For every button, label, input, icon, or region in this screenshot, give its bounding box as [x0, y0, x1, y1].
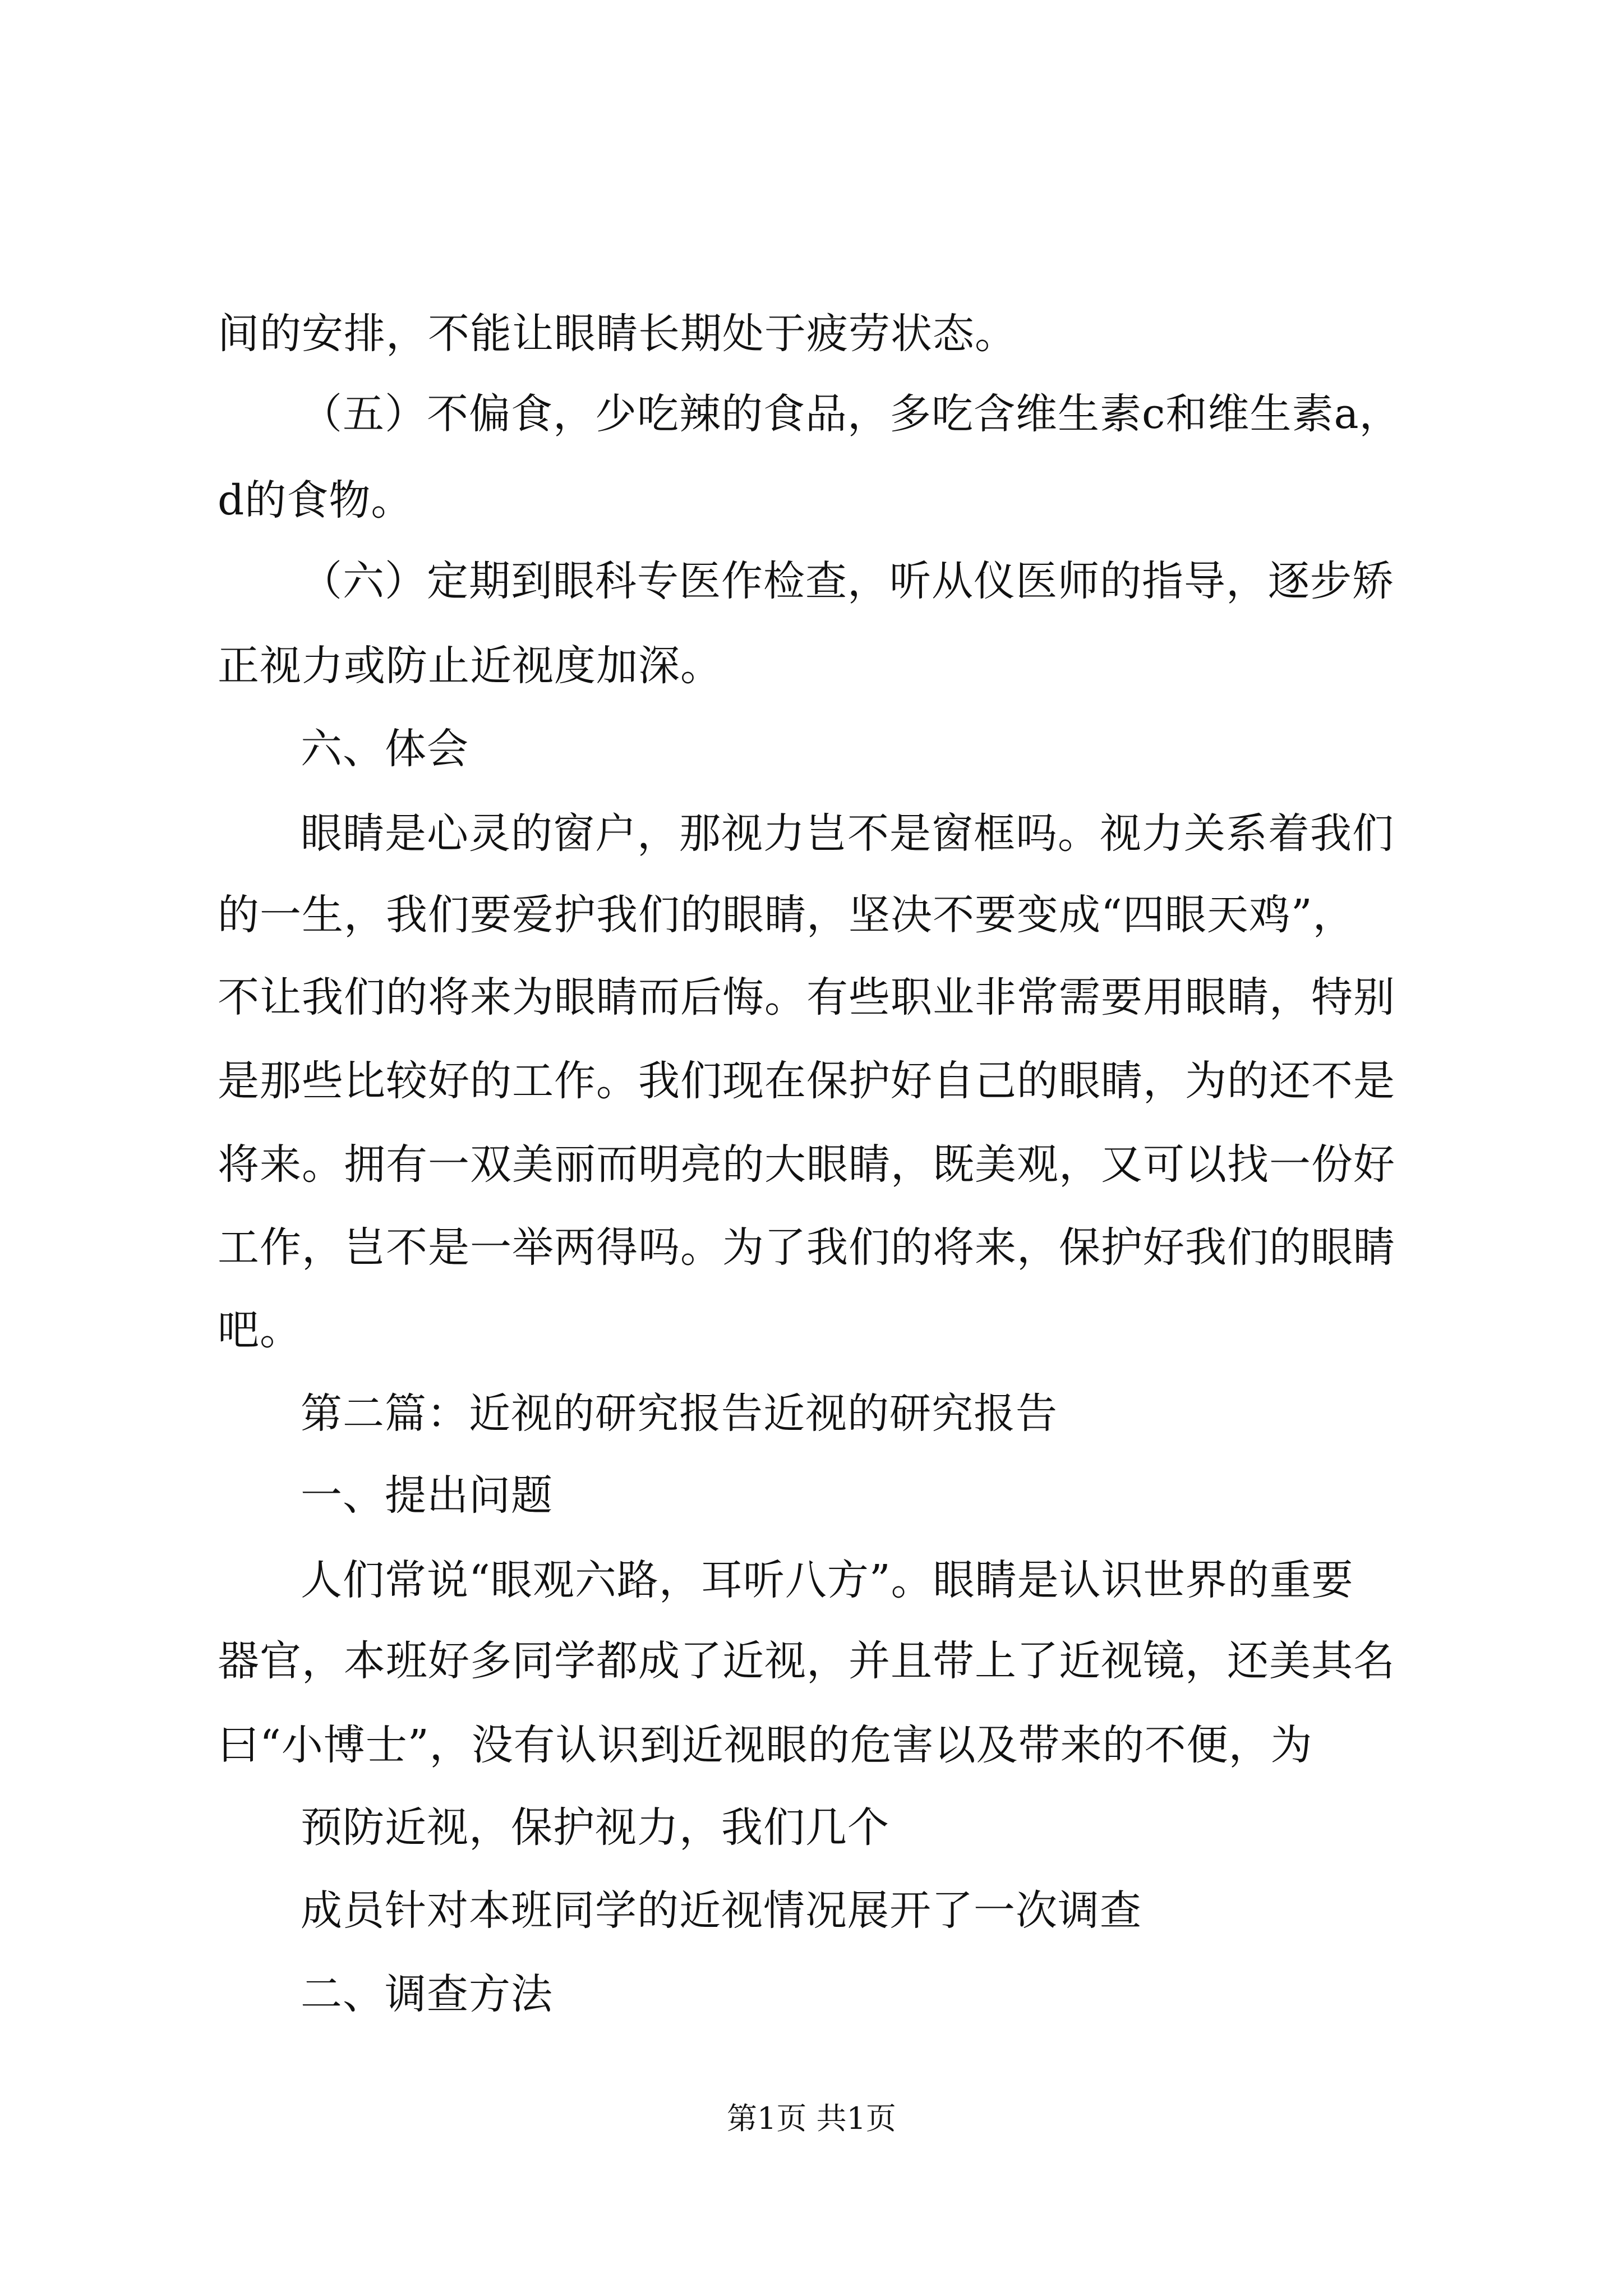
text-line-10: 是那些比较好的工作。我们现在保护好自己的眼睛，为的还不是 — [218, 1057, 1395, 1105]
text-line-2: （五）不偏食，少吃辣的食品，多吃含维生素c和维生素a， — [301, 390, 1401, 438]
section-heading-method: 二、调查方法 — [301, 1970, 553, 2018]
text-line-18: 曰“小博士”，没有认识到近视眼的危害以及带来的不便，为 — [218, 1721, 1313, 1769]
text-line-9: 不让我们的将来为眼睛而后悔。有些职业非常需要用眼睛，特别 — [218, 973, 1395, 1022]
page-footer: 第1页 共1页 — [727, 2101, 896, 2136]
text-line-17: 器官，本班好多同学都成了近视，并且带上了近视镜，还美其名 — [218, 1637, 1395, 1685]
chapter-title: 第二篇：近视的研究报告近视的研究报告 — [301, 1389, 1058, 1438]
text-line-19: 预防近视，保护视力，我们几个 — [301, 1803, 889, 1852]
section-heading-question: 一、提出问题 — [301, 1471, 553, 1520]
text-line-8: 的一生，我们要爱护我们的眼睛，坚决不要变成“四眼天鸡”， — [218, 891, 1355, 939]
text-line-11: 将来。拥有一双美丽而明亮的大眼睛，既美观，又可以找一份好 — [218, 1140, 1395, 1189]
text-line-16: 人们常说“眼观六路，耳听八方”。眼睛是认识世界的重要 — [301, 1556, 1354, 1604]
text-line-12: 工作，岂不是一举两得吗。为了我们的将来，保护好我们的眼睛 — [218, 1223, 1395, 1272]
text-line-3: d的食物。 — [218, 476, 413, 524]
text-line-4: （六）定期到眼科专医作检查，听从仪医师的指导，逐步矫 — [301, 557, 1394, 605]
text-line-13: 吧。 — [218, 1306, 302, 1354]
text-line-20: 成员针对本班同学的近视情况展开了一次调查 — [301, 1887, 1142, 1935]
text-line-1: 间的安排，不能让眼睛长期处于疲劳状态。 — [218, 310, 1017, 358]
text-line-5: 正视力或防止近视度加深。 — [218, 642, 722, 690]
section-heading-reflection: 六、体会 — [301, 725, 469, 773]
text-line-7: 眼睛是心灵的窗户，那视力岂不是窗框吗。视力关系着我们 — [301, 809, 1394, 858]
